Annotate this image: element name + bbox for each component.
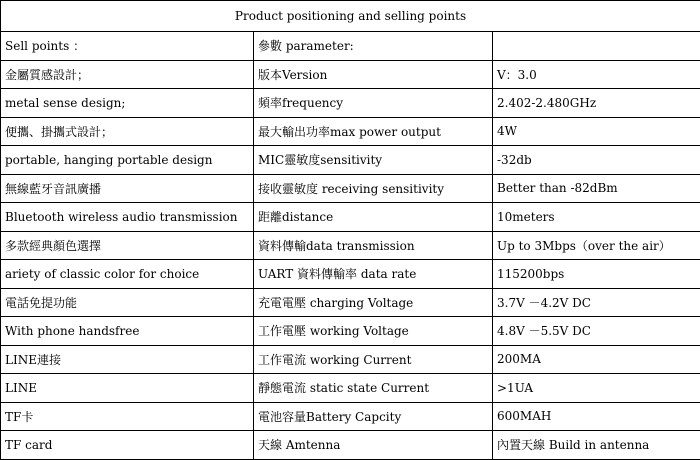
- parameter-value-cell: 200MA: [493, 345, 700, 374]
- parameter-name-cell: 電池容量Battery Capcity: [254, 402, 493, 431]
- parameter-value-cell: Up to 3Mbps（over the air）: [493, 231, 700, 260]
- table-row: [1, 317, 700, 346]
- selling-point-cell: With phone handsfree: [1, 317, 254, 346]
- table-row: [1, 402, 700, 431]
- parameter-value-cell: [493, 32, 700, 61]
- selling-point-cell: ariety of classic color for choice: [1, 260, 254, 289]
- table-row: [1, 174, 700, 203]
- table-row: [1, 231, 700, 260]
- parameter-value-cell: 內置天線 Build in antenna: [493, 431, 700, 460]
- selling-point-cell: TF卡: [1, 402, 254, 431]
- selling-point-cell: LINE: [1, 374, 254, 403]
- parameter-name-cell: 接收靈敏度 receiving sensitivity: [254, 174, 493, 203]
- selling-point-cell: portable, hanging portable design: [1, 146, 254, 175]
- table-row: [1, 32, 700, 61]
- parameter-value-cell: 2.402-2.480GHz: [493, 89, 700, 118]
- parameter-name-cell: 工作電壓 working Voltage: [254, 317, 493, 346]
- table-row: [1, 345, 700, 374]
- table-row: [1, 146, 700, 175]
- table-row: [1, 260, 700, 289]
- table-row: [1, 374, 700, 403]
- parameter-name-cell: 充電電壓 charging Voltage: [254, 288, 493, 317]
- parameter-name-cell: 天線 Amtenna: [254, 431, 493, 460]
- selling-point-cell: metal sense design;: [1, 89, 254, 118]
- table-row: [1, 60, 700, 89]
- parameter-value-cell: -32db: [493, 146, 700, 175]
- table-row: [1, 288, 700, 317]
- selling-point-cell: 無線藍牙音訊廣播: [1, 174, 254, 203]
- parameter-name-cell: 工作電流 working Current: [254, 345, 493, 374]
- selling-point-cell: 便攜、掛攜式設計；: [1, 117, 254, 146]
- parameter-value-cell: 4W: [493, 117, 700, 146]
- parameter-name-cell: UART 資料傳輸率 data rate: [254, 260, 493, 289]
- selling-point-cell: LINE連接: [1, 345, 254, 374]
- selling-point-cell: 電話免提功能: [1, 288, 254, 317]
- table-row: [1, 117, 700, 146]
- parameter-value-cell: 600MAH: [493, 402, 700, 431]
- parameter-value-cell: 115200bps: [493, 260, 700, 289]
- parameter-name-cell: 距離distance: [254, 203, 493, 232]
- table-title: Product positioning and selling points: [1, 1, 700, 32]
- selling-point-cell: TF card: [1, 431, 254, 460]
- parameter-value-cell: Better than -82dBm: [493, 174, 700, 203]
- table-row: [1, 431, 700, 460]
- parameter-name-cell: 資料傳輸data transmission: [254, 231, 493, 260]
- parameter-value-cell: >1UA: [493, 374, 700, 403]
- parameter-value-cell: V：3.0: [493, 60, 700, 89]
- selling-point-cell: 多款經典顏色選擇: [1, 231, 254, 260]
- parameter-name-cell: 版本Version: [254, 60, 493, 89]
- parameter-value-cell: 10meters: [493, 203, 700, 232]
- selling-point-cell: Bluetooth wireless audio transmission: [1, 203, 254, 232]
- title-row: [1, 1, 700, 32]
- parameter-name-cell: 頻率frequency: [254, 89, 493, 118]
- parameter-name-cell: 參數 parameter:: [254, 32, 493, 61]
- parameter-value-cell: 3.7V －4.2V DC: [493, 288, 700, 317]
- parameter-value-cell: 4.8V －5.5V DC: [493, 317, 700, 346]
- selling-point-cell: Sell points ：: [1, 32, 254, 61]
- parameter-name-cell: 最大輸出功率max power output: [254, 117, 493, 146]
- table-row: [1, 203, 700, 232]
- parameter-name-cell: 靜態電流 static state Current: [254, 374, 493, 403]
- parameter-name-cell: MIC靈敏度sensitivity: [254, 146, 493, 175]
- table-row: [1, 89, 700, 118]
- selling-point-cell: 金屬質感設計；: [1, 60, 254, 89]
